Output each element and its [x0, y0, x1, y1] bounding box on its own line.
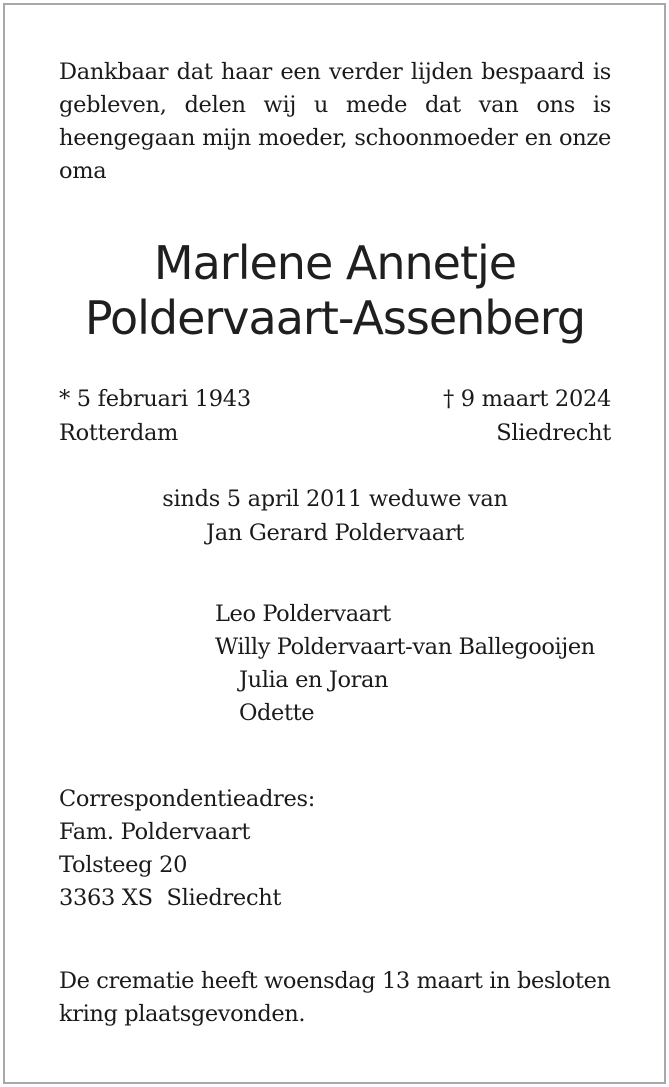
death-place: Sliedrecht [496, 420, 611, 446]
widow-notice [59, 482, 611, 550]
family-child: Leo Poldervaart [215, 601, 391, 627]
address-heading: Correspondentieadres: [59, 786, 316, 812]
life-dates [59, 382, 611, 450]
deceased-name [59, 236, 611, 346]
correspondence-address [59, 783, 611, 915]
death-date: † 9 maart 2024 [442, 386, 611, 412]
family-grandchildren-2: Odette [239, 700, 315, 726]
widow-line-2: Jan Gerard Poldervaart [205, 520, 465, 546]
places-row [59, 416, 611, 450]
address-street: Tolsteeg 20 [59, 852, 188, 878]
intro-text: Dankbaar dat haar een verder lijden bespaard is gebleven, delen wij u mede dat van ons is heengegaan mijn moeder, schoonmoeder en onze oma [59, 59, 611, 184]
birth-date: * 5 februari 1943 [59, 386, 251, 412]
cremation-line-2: kring plaatsgevonden. [59, 1001, 306, 1027]
intro-paragraph [59, 56, 611, 188]
birth-place: Rotterdam [59, 420, 179, 446]
cremation-notice [59, 965, 611, 1031]
address-name: Fam. Poldervaart [59, 819, 251, 845]
surname: Poldervaart-Assenberg [84, 291, 586, 345]
family-child-in-law: Willy Poldervaart-van Ballegooijen [215, 634, 595, 660]
widow-line-1: sinds 5 april 2011 weduwe van [162, 486, 508, 512]
family-grandchildren-1: Julia en Joran [239, 667, 389, 693]
address-postal-city: 3363 XS Sliedrecht [59, 885, 282, 911]
family-list [215, 598, 615, 730]
cremation-line-1: De crematie heeft woensdag 13 maart in besloten [59, 968, 611, 994]
dates-row [59, 382, 611, 416]
first-names: Marlene Annetje [153, 236, 517, 290]
